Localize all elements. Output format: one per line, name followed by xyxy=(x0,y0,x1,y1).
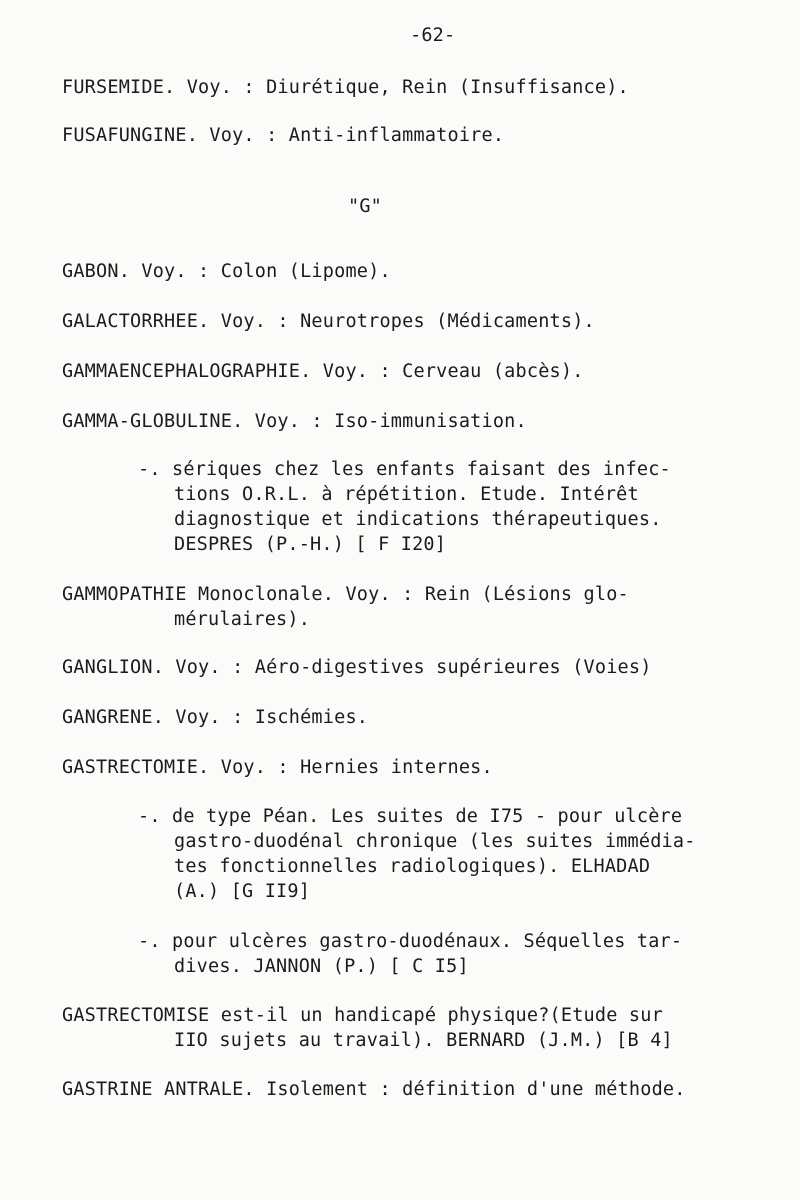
sub-entry-line: -. sériques chez les enfants faisant des infec- xyxy=(138,459,671,480)
sub-entry-line: dives. JANNON (P.) [ C I5] xyxy=(174,956,469,977)
index-entry-gabon: GABON. Voy. : Colon (Lipome). xyxy=(62,261,391,282)
index-entry-gastrine: GASTRINE ANTRALE. Isolement : définition d'une méthode. xyxy=(62,1079,686,1100)
index-entry-gastrectomie: GASTRECTOMIE. Voy. : Hernies internes. xyxy=(62,757,493,778)
index-entry-gamma-globuline: GAMMA-GLOBULINE. Voy. : Iso-immunisation. xyxy=(62,411,527,432)
index-entry-gammaencephalographie: GAMMAENCEPHALOGRAPHIE. Voy. : Cerveau (abcès). xyxy=(62,361,584,382)
sub-entry-line: gastro-duodénal chronique (les suites immédia- xyxy=(174,831,696,852)
sub-entry-line: tions O.R.L. à répétition. Etude. Intérêt xyxy=(174,484,639,505)
index-entry-fursemide: FURSEMIDE. Voy. : Diurétique, Rein (Insuffisance). xyxy=(62,77,629,98)
index-entry-gastrectomise: GASTRECTOMISE est-il un handicapé physique?(Etude sur xyxy=(62,1005,663,1026)
index-entry-continuation: IIO sujets au travail). BERNARD (J.M.) [B 4] xyxy=(174,1030,673,1051)
sub-entry-line: -. de type Péan. Les suites de I75 - pour ulcère xyxy=(138,806,683,827)
index-entry-fusafungine: FUSAFUNGINE. Voy. : Anti-inflammatoire. xyxy=(62,125,505,146)
sub-entry-line: diagnostique et indications thérapeutiques. xyxy=(174,509,662,530)
section-letter-heading: "G" xyxy=(348,196,383,217)
index-entry-gangrene: GANGRENE. Voy. : Ischémies. xyxy=(62,707,369,728)
sub-entry-line: tes fonctionnelles radiologiques). ELHADAD xyxy=(174,856,651,877)
sub-entry-line: DESPRES (P.-H.) [ F I20] xyxy=(174,534,447,555)
index-entry-ganglion: GANGLION. Voy. : Aéro-digestives supérieures (Voies) xyxy=(62,657,652,678)
index-entry-galactorrhee: GALACTORRHEE. Voy. : Neurotropes (Médicaments). xyxy=(62,311,595,332)
sub-entry-line: -. pour ulcères gastro-duodénaux. Séquelles tar- xyxy=(138,931,683,952)
sub-entry-line: (A.) [G II9] xyxy=(174,881,311,902)
index-entry-gammopathie: GAMMOPATHIE Monoclonale. Voy. : Rein (Lésions glo- xyxy=(62,584,629,605)
page-number: -62- xyxy=(410,25,456,46)
index-entry-continuation: mérulaires). xyxy=(174,609,311,630)
